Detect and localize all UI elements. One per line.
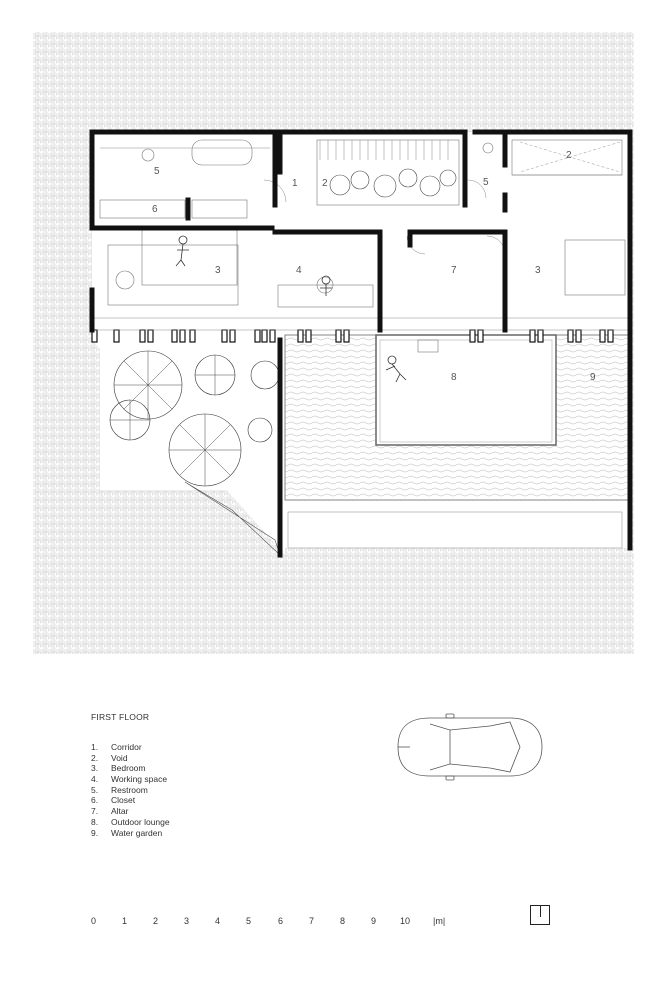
legend-title: FIRST FLOOR — [91, 712, 150, 722]
entrance-strip — [288, 512, 622, 548]
legend — [91, 712, 170, 838]
room-label: 2 — [322, 178, 328, 189]
legend-item: 3. Bedroom — [91, 763, 146, 774]
north-arrow-icon — [530, 905, 550, 925]
room-label: 9 — [590, 372, 596, 383]
water-garden — [285, 335, 628, 500]
scale-tick: 7 — [309, 916, 315, 926]
scale-tick: 4 — [215, 916, 221, 926]
legend-item: 2. Void — [91, 752, 128, 763]
scale-tick: 5 — [246, 916, 252, 926]
room-label: 3 — [215, 265, 221, 276]
legend-item: 4. Working space — [91, 774, 168, 785]
scale-tick: 2 — [153, 916, 159, 926]
legend-item: 7. Altar — [91, 806, 129, 817]
room-label: 5 — [154, 166, 160, 177]
room-label: 6 — [152, 204, 158, 215]
scale-tick: 1 — [122, 916, 128, 926]
room-label: 8 — [451, 372, 457, 383]
scale-tick: 9 — [371, 916, 377, 926]
car-icon — [390, 712, 550, 782]
scale-tick: 0 — [91, 916, 97, 926]
room-label: 7 — [451, 265, 457, 276]
legend-item: 5. Restroom — [91, 784, 148, 795]
scale-bar — [0, 916, 667, 930]
room-label: 3 — [535, 265, 541, 276]
legend-item: 6. Closet — [91, 795, 136, 806]
stair-void — [317, 140, 459, 205]
legend-item: 9. Water garden — [91, 827, 163, 838]
scale-tick: 6 — [278, 916, 284, 926]
legend-item: 8. Outdoor lounge — [91, 816, 170, 827]
scale-tick: 3 — [184, 916, 190, 926]
room-label: 4 — [296, 265, 302, 276]
scale-unit: |m| — [433, 916, 446, 926]
scale-tick: 8 — [340, 916, 346, 926]
scale-tick: 10 — [400, 916, 411, 926]
room-label: 5 — [483, 177, 489, 188]
room-label: 2 — [566, 150, 572, 161]
room-label: 1 — [292, 178, 298, 189]
legend-item: 1. Corridor — [91, 742, 142, 752]
